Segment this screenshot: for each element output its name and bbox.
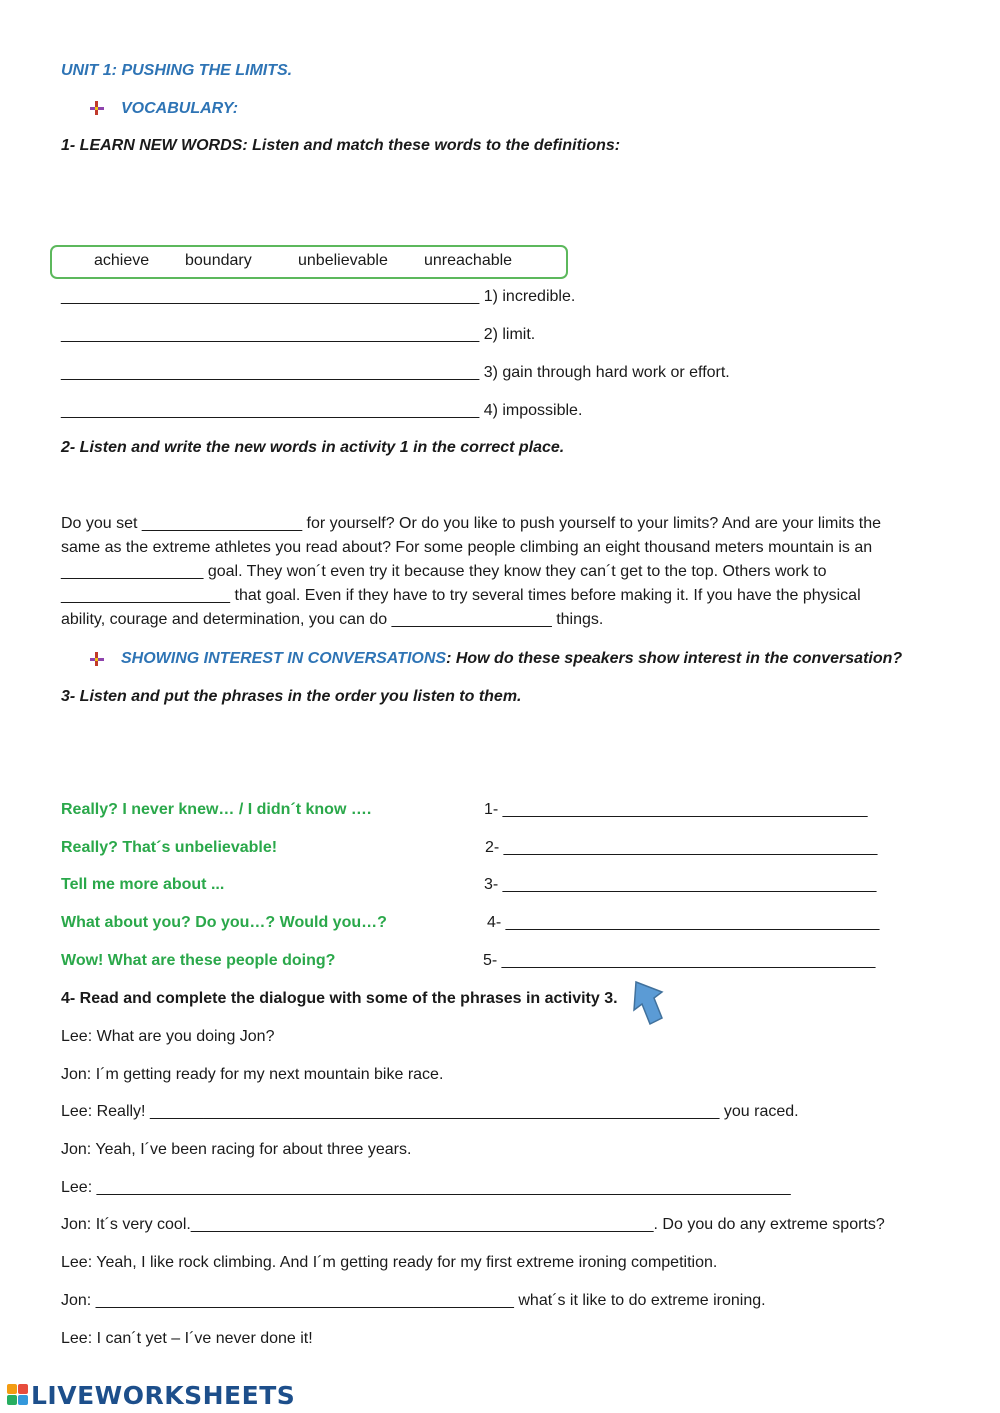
match-line-2 (61, 326, 535, 344)
answer-blank-1[interactable]: _______________________________________________ (61, 288, 480, 305)
dialogue-line-4: Jon: Yeah, I´ve been racing for about three years. (61, 1141, 412, 1158)
arrow-up-left-icon (626, 980, 666, 1028)
order-answer-4[interactable]: 4- __________________________________________ (487, 914, 880, 931)
answer-blank-3[interactable]: _______________________________________________ (61, 364, 480, 381)
order-answer-1[interactable]: 1- _________________________________________ (484, 801, 868, 818)
liveworksheets-logo[interactable] (7, 1381, 295, 1409)
answer-blank-4[interactable]: _______________________________________________ (61, 402, 480, 419)
paragraph-line-4[interactable]: ___________________ that goal. Even if they have to try several times before making it. If you have the physical (61, 587, 861, 604)
definition-2: 2) limit. (483, 326, 536, 343)
dialogue-line-1: Lee: What are you doing Jon? (61, 1028, 275, 1045)
word-achieve[interactable]: achieve (94, 252, 150, 269)
interest-question: : How do these speakers show interest in the conversation? (446, 650, 903, 667)
activity-2-title: 2- Listen and write the new words in activity 1 in the correct place. (61, 439, 565, 456)
interest-heading (121, 650, 902, 668)
activity-3-title: 3- Listen and put the phrases in the order you listen to them. (61, 688, 522, 705)
order-answer-5[interactable]: 5- __________________________________________ (483, 952, 876, 969)
dialogue-line-2: Jon: I´m getting ready for my next mountain bike race. (61, 1066, 444, 1083)
activity-1-title: 1- LEARN NEW WORDS: Listen and match these words to the definitions: (61, 137, 621, 154)
match-line-3 (61, 364, 730, 382)
interest-heading-label: SHOWING INTEREST IN CONVERSATIONS (121, 650, 447, 667)
bullet-icon (90, 652, 104, 666)
dialogue-line-3[interactable]: Lee: Really! ________________________________________________________________ you raced. (61, 1103, 799, 1120)
answer-blank-2[interactable]: _______________________________________________ (61, 326, 480, 343)
word-unreachable[interactable]: unreachable (424, 252, 513, 269)
definition-1: 1) incredible. (483, 288, 576, 305)
phrase-5[interactable]: Wow! What are these people doing? (61, 952, 336, 969)
unit-title: UNIT 1: PUSHING THE LIMITS. (61, 62, 293, 79)
match-line-4 (61, 402, 582, 420)
dialogue-line-8[interactable]: Jon: _______________________________________________ what´s it like to do extreme ironing. (61, 1292, 766, 1309)
word-box (50, 245, 568, 279)
definition-4: 4) impossible. (483, 402, 583, 419)
order-answer-2[interactable]: 2- __________________________________________ (485, 839, 878, 856)
phrase-1[interactable]: Really? I never knew… / I didn´t know …. (61, 801, 372, 818)
dialogue-line-9: Lee: I can´t yet – I´ve never done it! (61, 1330, 313, 1347)
paragraph-line-3[interactable]: ________________ goal. They won´t even try it because they know they can´t get to the top. Others work to (61, 563, 827, 580)
phrase-2[interactable]: Really? That´s unbelievable! (61, 839, 278, 856)
match-line-1 (61, 288, 575, 306)
activity-4-title: 4- Read and complete the dialogue with some of the phrases in activity 3. (61, 990, 618, 1007)
paragraph-line-1[interactable]: Do you set __________________ for yourself? Or do you like to push yourself to your limits? And are your limits the (61, 515, 882, 532)
phrase-3[interactable]: Tell me more about ... (61, 876, 225, 893)
word-unbelievable[interactable]: unbelievable (298, 252, 388, 269)
definition-3: 3) gain through hard work or effort. (483, 364, 730, 381)
vocabulary-heading: VOCABULARY: (121, 100, 239, 117)
paragraph-line-5[interactable]: ability, courage and determination, you can do __________________ things. (61, 611, 604, 628)
paragraph-line-2: same as the extreme athletes you read about? For some people climbing an eight thousand meters mountain is an (61, 539, 873, 556)
order-answer-3[interactable]: 3- __________________________________________ (484, 876, 877, 893)
logo-blocks-icon (7, 1384, 29, 1406)
word-boundary[interactable]: boundary (185, 252, 252, 269)
dialogue-line-5[interactable]: Lee: ______________________________________________________________________________ (61, 1179, 791, 1196)
logo-text: LIVEWORKSHEETS (31, 1380, 296, 1410)
dialogue-line-7: Lee: Yeah, I like rock climbing. And I´m getting ready for my first extreme ironing competition. (61, 1254, 718, 1271)
dialogue-line-6[interactable]: Jon: It´s very cool.____________________________________________________. Do you do any extreme sports? (61, 1216, 885, 1233)
phrase-4[interactable]: What about you? Do you…? Would you…? (61, 914, 387, 931)
bullet-icon (90, 101, 104, 115)
